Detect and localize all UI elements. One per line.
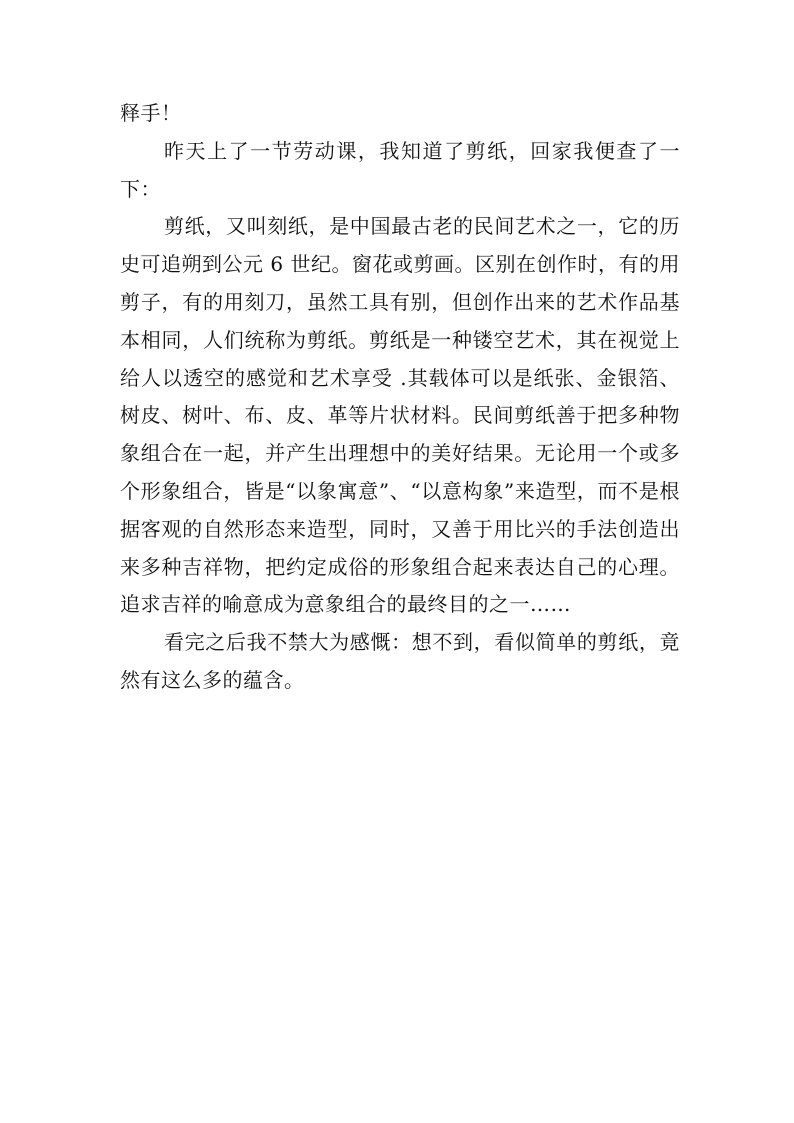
paragraph-intro: 昨天上了一节劳动课，我知道了剪纸，回家我便查了一下：: [120, 138, 680, 201]
document-body: [120, 95, 680, 700]
paragraph-papercut-description: 剪纸，又叫刻纸，是中国最古老的民间艺术之一，它的历史可追朔到公元 6 世纪。窗花或剪画。区别在创作时，有的用剪子，有的用刻刀，虽然工具有别，但创作出来的艺术作品基本相同，人们统称为剪纸。剪纸是一种镂空艺术，其在视觉上给人以透空的感觉和艺术享受 .其载体可以是纸张、金银箔、树皮、树叶、布、皮、革等片状材料。民间剪纸善于把多种物象组合在一起，并产生出理想中的美好结果。无论用一个或多个形象组合，皆是“以象寓意”、“以意构象”来造型，而不是根据客观的自然形态来造型，同时，又善于用比兴的手法创造出来多种吉祥物，把约定成俗的形象组合起来表达自己的心理。追求吉祥的喻意成为意象组合的最终目的之一……: [120, 214, 680, 617]
paragraph-opening: 释手！: [120, 101, 182, 125]
paragraph-conclusion: 看完之后我不禁大为感慨：想不到，看似简单的剪纸，竟然有这么多的蕴含。: [120, 630, 680, 692]
